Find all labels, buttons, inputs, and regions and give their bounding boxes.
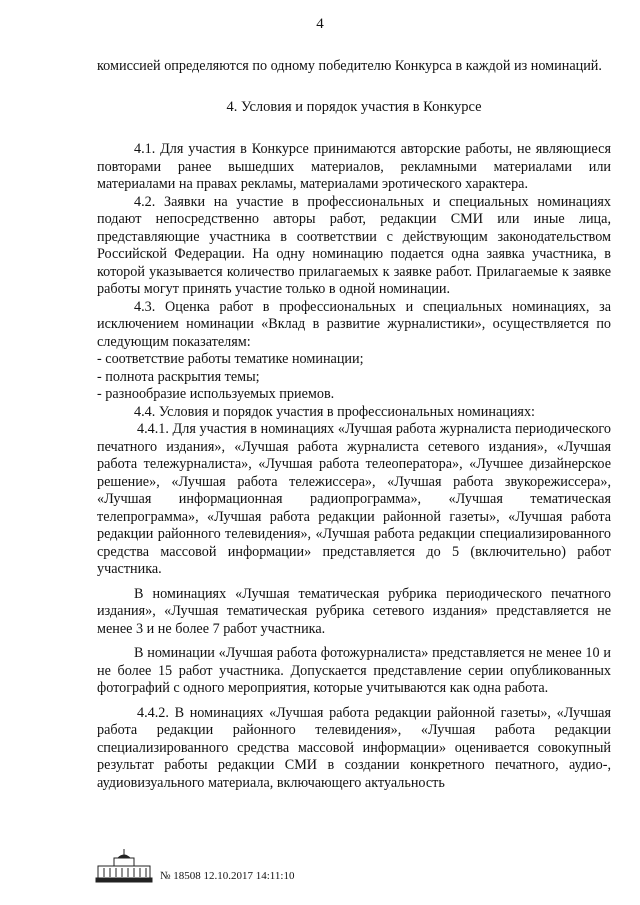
paragraph-4-4-2: 4.4.2. В номинациях «Лучшая работа редакции районной газеты», «Лучшая работа редакции районного телевидения», «Лучшая работа редакции специализированного средства массовой информации» оценивается совокупный результат работы редакции СМИ в создании конкретного печатного, аудио-, аудиовизуального материала, включающего актуальность bbox=[97, 704, 611, 791]
list-item: - разнообразие используемых приемов. bbox=[97, 386, 335, 402]
section-heading: 4. Условия и порядок участия в Конкурсе bbox=[226, 98, 482, 115]
registration-stamp: № 18508 12.10.2017 14:11:10 bbox=[160, 870, 295, 882]
page-number: 4 bbox=[316, 16, 324, 32]
paragraph-rubric-nominations: В номинациях «Лучшая тематическая рубрика периодического печатного издания», «Лучшая тематическая рубрика сетевого издания» представляется не менее 3 и не более 7 работ участника. bbox=[97, 585, 611, 637]
paragraph-4-3: 4.3. Оценка работ в профессиональных и специальных номинациях, за исключением номинации «Вклад в развитие журналистики», осуществляется по следующим показателям: bbox=[97, 298, 611, 350]
paragraph-4-1: 4.1. Для участия в Конкурсе принимаются авторские работы, не являющиеся повторами ранее вышедших материалов, рекламными материалами или материалами на правах рекламы, материалами эротического характера. bbox=[97, 141, 611, 192]
document-body bbox=[97, 58, 611, 792]
continuation-paragraph: комиссией определяются по одному победителю Конкурса в каждой из номинаций. bbox=[97, 58, 602, 74]
spacer bbox=[97, 698, 611, 705]
footer bbox=[94, 846, 354, 886]
paragraph-4-4-1: 4.4.1. Для участия в номинациях «Лучшая работа журналиста периодического печатного издания», «Лучшая работа журналиста сетевого издания», «Лучшая работа тележурналиста», «Лучшая работа телеоператора», «Лучшее дизайнерское решение», «Лучшая работа тележиссера», «Лучшая работа звукорежиссера», «Лучшая информационная радиопрограмма», «Лучшая тематическая телепрограмма», «Лучшая работа редакции районной газеты», «Лучшая работа редакции районного телевидения», «Лучшая работа редакции специализированного средства массовой информации» представляется до 5 (включительно) работ участника. bbox=[97, 421, 611, 577]
spacer bbox=[97, 638, 611, 645]
spacer bbox=[97, 579, 611, 586]
list-item: - полнота раскрытия темы; bbox=[97, 368, 260, 385]
paragraph-4-4: 4.4. Условия и порядок участия в профессиональных номинациях: bbox=[134, 403, 535, 420]
paragraph-4-2: 4.2. Заявки на участие в профессиональных и специальных номинациях подают непосредственно авторы работ, редакции СМИ или иные лица, представляющие участника в соответствии с действующим законодательством Российской Федерации. На одну номинацию подается одна заявка участника, в которой указывается количество прилагаемых к заявке работ. Прилагаемые к заявке работы могут принять участие только в одной номинации. bbox=[97, 193, 611, 297]
paragraph-photo-nomination: В номинации «Лучшая работа фотожурналиста» представляется не менее 10 и не более 15 работ участника. Допускается представление серии опубликованных фотографий с одного мероприятия, которые учитываются как одна работа. bbox=[97, 645, 611, 696]
list-item: - соответствие работы тематике номинации; bbox=[97, 351, 364, 367]
building-logo-icon bbox=[94, 846, 154, 884]
